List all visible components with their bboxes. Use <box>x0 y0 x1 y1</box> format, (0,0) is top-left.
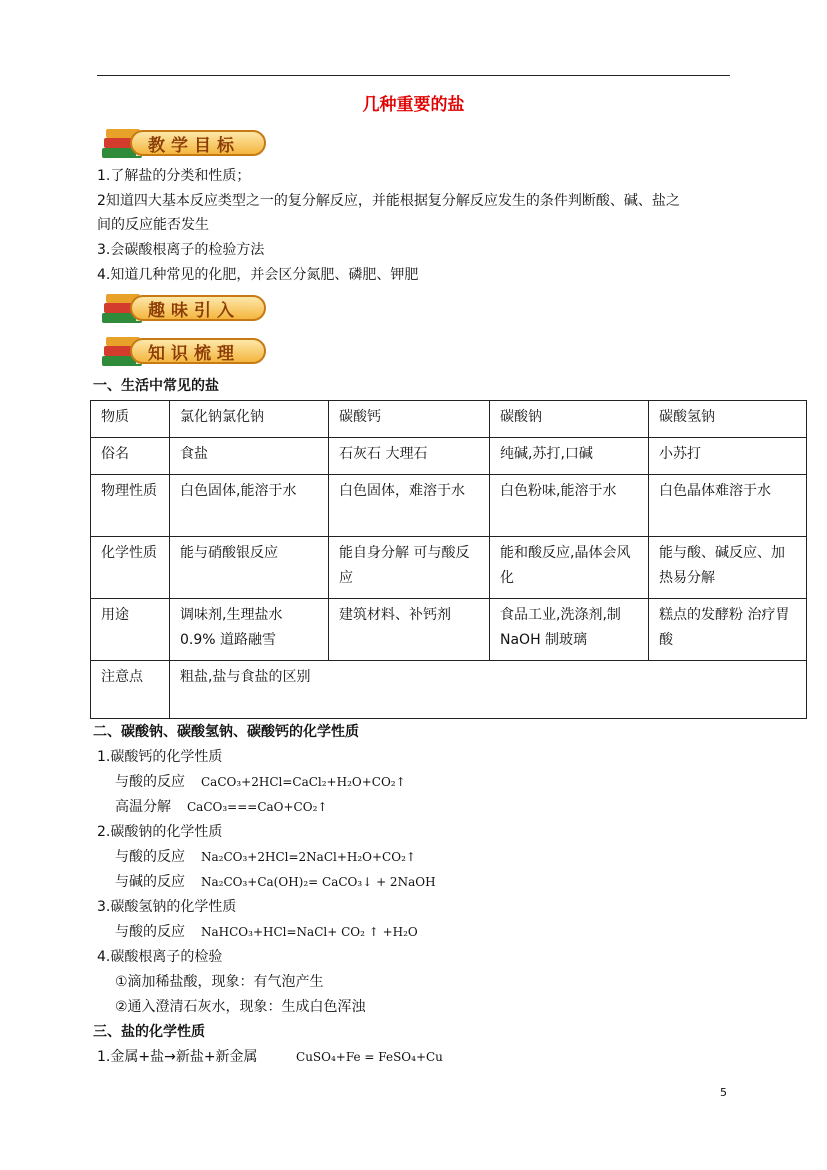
property-label: 4.碳酸根离子的检验 <box>97 949 223 965</box>
property-line <box>97 747 222 767</box>
table-cell: 糕点的发酵粉 治疗胃酸 <box>649 599 807 661</box>
page-number: 5 <box>720 1086 727 1099</box>
section-heading: 二、碳酸钠、碳酸氢钠、碳酸钙的化学性质 <box>93 724 359 740</box>
table-row <box>91 661 807 719</box>
property-label: 与酸的反应 <box>115 849 185 865</box>
salt-table <box>90 400 807 719</box>
table-row <box>91 599 807 661</box>
table-cell: 白色固体，难溶于水 <box>329 475 490 537</box>
property-line <box>115 772 406 792</box>
table-cell: 能自身分解 可与酸反应 <box>329 537 490 599</box>
reaction-label: 1.金属+盐→新盐+新金属 <box>97 1049 258 1065</box>
table-cell: 用途 <box>91 599 170 661</box>
reaction-equation: Na₂CO₃+Ca(OH)₂= CaCO₃↓ + 2NaOH <box>201 875 436 889</box>
table-cell: 能和酸反应,晶体会风化 <box>490 537 649 599</box>
header-rule <box>97 75 730 76</box>
property-label: 2.碳酸钠的化学性质 <box>97 824 223 840</box>
banner-goals <box>100 124 270 162</box>
section-heading: 一、生活中常见的盐 <box>93 378 219 394</box>
goal-line: 3.会碳酸根离子的检验方法 <box>97 242 265 258</box>
property-label: 高温分解 <box>115 799 171 815</box>
reaction-equation: Na₂CO₃+2HCl=2NaCl+H₂O+CO₂↑ <box>201 850 416 864</box>
property-line <box>97 822 222 842</box>
property-line <box>115 872 436 892</box>
table-row <box>91 475 807 537</box>
table-cell: 化学性质 <box>91 537 170 599</box>
table-cell: 白色粉味,能溶于水 <box>490 475 649 537</box>
property-label: ①滴加稀盐酸，现象：有气泡产生 <box>115 974 324 990</box>
reaction-equation: CuSO₄+Fe = FeSO₄+Cu <box>296 1050 443 1064</box>
reaction-equation: CaCO₃===CaO+CO₂↑ <box>187 800 328 814</box>
table-cell: 碳酸氢钠 <box>649 401 807 438</box>
banner-knowledge-label: 知识梳理 <box>148 344 240 364</box>
property-label: 与酸的反应 <box>115 924 185 940</box>
table-cell: 物理性质 <box>91 475 170 537</box>
property-line <box>115 847 416 867</box>
table-cell: 白色晶体难溶于水 <box>649 475 807 537</box>
table-cell: 食盐 <box>170 438 329 475</box>
reaction-line <box>97 1047 443 1067</box>
property-label: ②通入澄清石灰水，现象：生成白色浑浊 <box>115 999 366 1015</box>
reaction-equation: NaHCO₃+HCl=NaCl+ CO₂ ↑ +H₂O <box>201 925 418 939</box>
property-line <box>115 797 327 817</box>
property-line <box>97 947 222 967</box>
property-label: 与碱的反应 <box>115 874 185 890</box>
table-cell: 粗盐,盐与食盐的区别 <box>170 661 807 719</box>
table-cell: 能与硝酸银反应 <box>170 537 329 599</box>
banner-knowledge <box>100 332 270 370</box>
reaction-equation: CaCO₃+2HCl=CaCl₂+H₂O+CO₂↑ <box>201 775 406 789</box>
table-cell: 纯碱,苏打,口碱 <box>490 438 649 475</box>
table-cell: 碳酸钠 <box>490 401 649 438</box>
table-cell: 氯化钠氯化钠 <box>170 401 329 438</box>
page-title: 几种重要的盐 <box>362 95 465 115</box>
property-line <box>115 997 366 1017</box>
property-line <box>115 972 324 992</box>
goal-line: 1.了解盐的分类和性质； <box>97 168 251 184</box>
table-cell: 能与酸、碱反应、加热易分解 <box>649 537 807 599</box>
property-label: 3.碳酸氢钠的化学性质 <box>97 899 237 915</box>
banner-intro-label: 趣味引入 <box>148 301 240 321</box>
table-cell: 物质 <box>91 401 170 438</box>
table-cell: 小苏打 <box>649 438 807 475</box>
property-label: 与酸的反应 <box>115 774 185 790</box>
table-row <box>91 537 807 599</box>
banner-intro <box>100 289 270 327</box>
table-cell: 俗名 <box>91 438 170 475</box>
property-line <box>97 897 236 917</box>
goal-line: 2知道四大基本反应类型之一的复分解反应，并能根据复分解反应发生的条件判断酸、碱、盐之 <box>97 193 680 209</box>
table-row <box>91 401 807 438</box>
property-label: 1.碳酸钙的化学性质 <box>97 749 223 765</box>
goal-line: 间的反应能否发生 <box>97 217 209 233</box>
banner-goals-label: 教学目标 <box>148 136 240 156</box>
property-line <box>115 922 418 942</box>
table-cell: 食品工业,洗涤剂,制NaOH 制玻璃 <box>490 599 649 661</box>
goal-line: 4.知道几种常见的化肥，并会区分氮肥、磷肥、钾肥 <box>97 267 419 283</box>
table-cell: 白色固体,能溶于水 <box>170 475 329 537</box>
table-cell: 碳酸钙 <box>329 401 490 438</box>
table-cell: 调味剂,生理盐水 0.9% 道路融雪 <box>170 599 329 661</box>
table-cell: 注意点 <box>91 661 170 719</box>
table-cell: 石灰石 大理石 <box>329 438 490 475</box>
section-heading: 三、盐的化学性质 <box>93 1024 205 1040</box>
table-cell: 建筑材料、补钙剂 <box>329 599 490 661</box>
table-row <box>91 438 807 475</box>
